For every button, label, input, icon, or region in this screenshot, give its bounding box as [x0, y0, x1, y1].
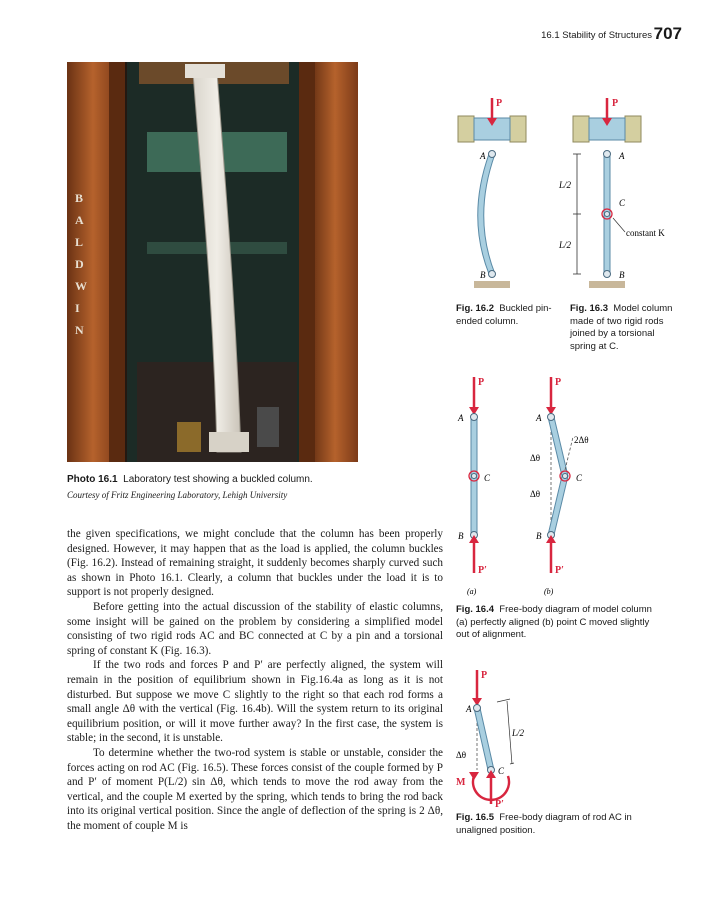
machine-letter: I: [75, 301, 80, 315]
load-label-p: P: [496, 98, 503, 109]
angle-dtheta: Δθ: [456, 750, 467, 760]
fig-16-5-caption: [456, 812, 646, 837]
photo-caption-label: Photo 16.1: [67, 474, 118, 485]
fig-caption-text: Buckled pin-ended column.: [456, 303, 552, 327]
point-a: A: [619, 151, 625, 161]
machine-letter: L: [75, 235, 84, 249]
point-b: B: [458, 531, 464, 541]
fig-label: Fig. 16.4: [456, 604, 495, 615]
point-c: C: [619, 198, 626, 208]
fig-16-2-caption: [456, 303, 556, 328]
point-b: B: [536, 531, 542, 541]
paragraph: If the two rods and forces P and P′ are perfectly aligned, the system will remain in the position of equilibrium shown in Fig.16.4a as long as it is not disturbed. But suppose we move C slightly to the right so that each rod forms a small angle Δθ with the vertical (Fig. 16.4b). Will the system return to its original equilibrium position, or will it move further away? In the first case, the system is stable; in the second, it is unstable.: [67, 659, 443, 745]
figure-16-5: [452, 668, 572, 810]
fig-label: Fig. 16.2: [456, 303, 495, 314]
machine-letter: B: [75, 191, 84, 205]
paragraph: the given specifications, we might conclude that the column has been properly designed. However, it may happen that as the load is applied, the column buckles (Fig. 16.2). Instead of remaining straight, it suddenly becomes sharply curved such as shown in Photo 16.1. Clearly, a column that buckles under the load it is to support is not properly designed.: [67, 528, 443, 599]
fig-caption-text: Model column made of two rigid rods joined by a torsional spring at C.: [570, 303, 673, 352]
fig-16-3-caption: [570, 303, 680, 353]
label-b: (b): [544, 587, 554, 596]
dim-l2: L/2: [512, 728, 525, 738]
fig-caption-text: Free-body diagram of rod AC in unaligned position.: [456, 812, 632, 836]
photo-illustration: [67, 62, 358, 462]
angle-2dtheta: 2Δθ: [574, 435, 589, 445]
machine-letter: W: [75, 279, 87, 293]
fig-caption-text: Free-body diagram of model column (a) perfectly aligned (b) point C moved slightly out of alignment.: [456, 604, 652, 640]
running-header: 16.1 Stability of Structures: [541, 30, 652, 41]
body-text: [67, 527, 443, 833]
page-number: 707: [653, 24, 682, 43]
photo-caption-text: Laboratory test showing a buckled column.: [123, 474, 313, 485]
spring-label: constant K: [626, 228, 665, 238]
point-c: C: [484, 473, 491, 483]
photo-credit: Courtesy of Fritz Engineering Laboratory, Lehigh University: [67, 490, 288, 500]
figure-16-2: [452, 96, 542, 306]
machine-letter: A: [75, 213, 84, 227]
figure-16-4: [452, 375, 622, 597]
photo-buckled-column: [67, 62, 358, 462]
point-c: C: [498, 766, 505, 776]
load-label-pprime: P′: [555, 565, 564, 576]
point-b: B: [480, 270, 486, 280]
load-label-p: P: [481, 670, 488, 681]
photo-caption: [67, 473, 367, 486]
load-label-pprime: P′: [478, 565, 487, 576]
paragraph: Before getting into the actual discussion of the stability of elastic columns, some insight will be gained on the problem by considering a simplified model consisting of two rigid rods AC and BC connected at C by a pin and a torsional spring of constant K (Fig. 16.3).: [67, 600, 443, 657]
fig-16-4-caption: [456, 604, 656, 642]
point-a: A: [536, 413, 542, 423]
moment-m: M: [456, 777, 466, 788]
dim-l2-bottom: L/2: [559, 240, 572, 250]
fig-label: Fig. 16.5: [456, 812, 495, 823]
point-a: A: [480, 151, 486, 161]
point-a: A: [458, 413, 464, 423]
paragraph: To determine whether the two-rod system is stable or unstable, consider the forces acting on rod AC (Fig. 16.5). These forces consist of the couple formed by P and P′ of moment P(L/2) sin Δθ, which tends to move the rod away from the vertical, and the couple M exerted by the spring, which tends to bring the rod back into its original vertical position. Since the angle of deflection of the spring is 2 Δθ, the moment of couple M is: [67, 746, 443, 832]
machine-letter: N: [75, 323, 84, 337]
point-c: C: [576, 473, 583, 483]
dim-l2-top: L/2: [559, 180, 572, 190]
machine-letter: D: [75, 257, 84, 271]
figure-16-3: [559, 96, 695, 306]
load-label-pprime: P′: [495, 799, 504, 810]
fig-label: Fig. 16.3: [570, 303, 609, 314]
angle-dtheta-top: Δθ: [530, 453, 541, 463]
point-a: A: [466, 704, 472, 714]
label-a: (a): [467, 587, 477, 596]
load-label-p: P: [478, 377, 485, 388]
point-b: B: [619, 270, 625, 280]
load-label-p: P: [555, 377, 562, 388]
angle-dtheta-bottom: Δθ: [530, 489, 541, 499]
load-label-p: P: [612, 98, 619, 109]
